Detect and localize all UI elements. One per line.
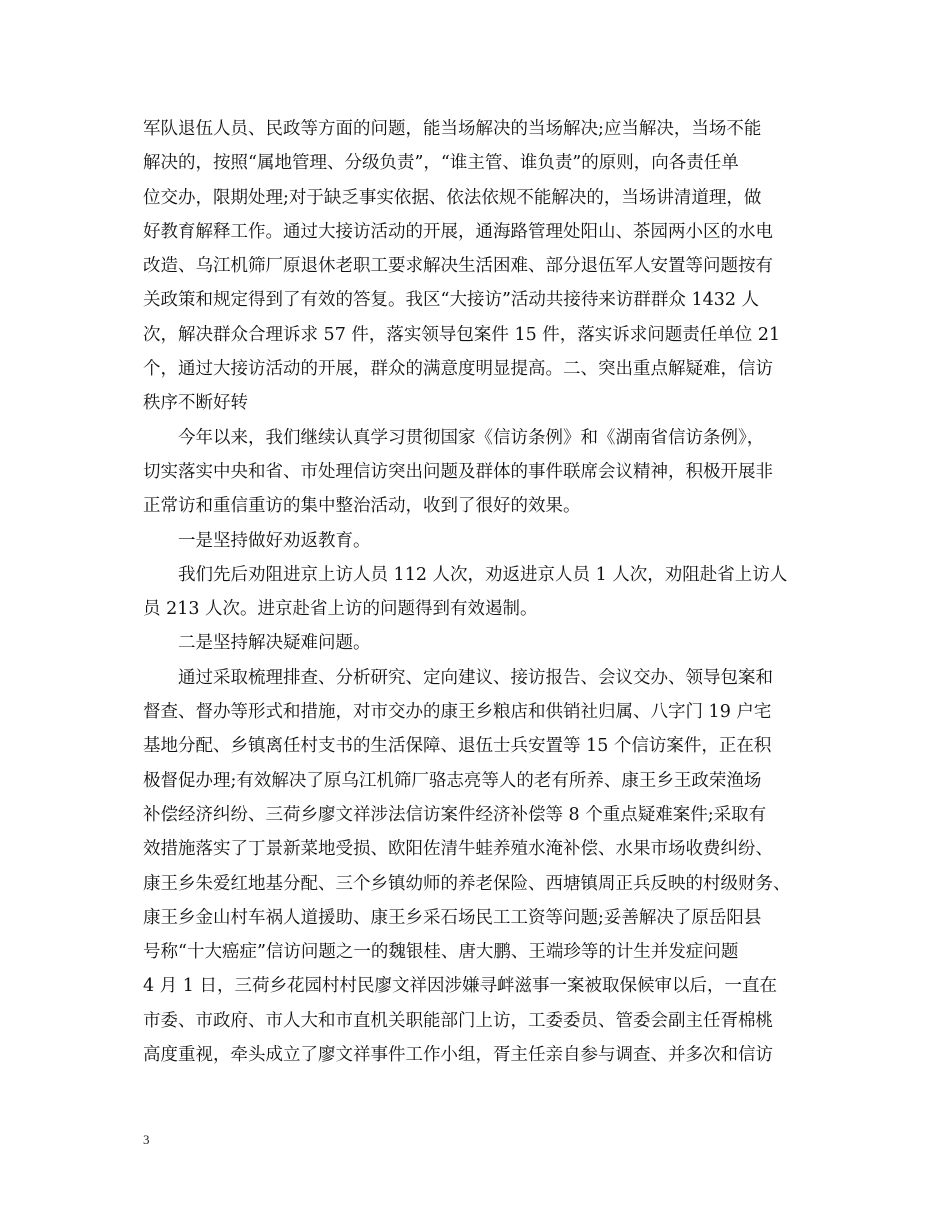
text-line: 补偿经济纠纷、三荷乡廖文祥涉法信访案件经济补偿等 8 个重点疑难案件;采取有 [143,804,767,825]
text-line: 好教育解释工作。通过大接访活动的开展，通海路管理处阳山、茶园两小区的水电 [143,221,773,242]
paragraph-first-line: 我们先后劝阻进京上访人员 112 人次，劝返进京人员 1 人次，劝阻赴省上访人 [178,564,788,585]
text-line: 次，解决群众合理诉求 57 件，落实领导包案件 15 件，落实诉求问题责任单位 21 [143,324,781,345]
text-line: 关政策和规定得到了有效的答复。我区“大接访”活动共接待来访群群众 1432 人 [143,290,760,311]
body-text [143,112,823,1072]
text-line: 基地分配、乡镇离任村支书的生活保障、退伍士兵安置等 15 个信访案件，正在积 [143,736,772,757]
text-line: 切实落实中央和省、市处理信访突出问题及群体的事件联席会议精神，积极开展非 [143,461,773,482]
text-line: 高度重视，牵头成立了廖文祥事件工作小组，胥主任亲自参与调查、并多次和信访 [143,1045,773,1066]
text-line: 市委、市政府、市人大和市直机关职能部门上访，工委委员、管委会副主任胥棉桃 [143,1010,773,1031]
text-line: 号称“十大癌症”信访问题之一的魏银桂、唐大鹏、王端珍等的计生并发症问题 [143,942,739,963]
text-line: 解决的，按照“属地管理、分级负责”，“谁主管、谁负责”的原则，向各责任单 [143,153,739,174]
text-line: 康王乡朱爱红地基分配、三个乡镇幼师的养老保险、西塘镇周正兵反映的村级财务、 [143,873,791,894]
text-line: 个，通过大接访活动的开展，群众的满意度明显提高。二、突出重点解疑难，信访 [143,359,773,380]
text-line: 效措施落实了丁景新菜地受损、欧阳佐清牛蛙养殖水淹补偿、水果市场收费纠纷、 [143,839,773,860]
paragraph-heading: 二是坚持解决疑难问题。 [178,633,371,654]
text-line: 军队退伍人员、民政等方面的问题，能当场解决的当场解决;应当解决，当场不能 [143,119,762,139]
paragraph-first-line: 通过采取梳理排查、分析研究、定向建议、接访报告、会议交办、领导包案和 [178,667,773,688]
text-line: 康王乡金山村车祸人道援助、康王乡采石场民工工资等问题;妥善解决了原岳阳县 [143,907,762,928]
page-number: 3 [143,1132,150,1147]
text-line: 秩序不断好转 [143,393,248,414]
paragraph-first-line: 今年以来，我们继续认真学习贯彻国家《信访条例》和《湖南省信访条例》， [178,427,765,448]
text-line: 改造、乌江机筛厂原退休老职工要求解决生活困难、部分退伍军人安置等问题按有 [143,256,773,277]
text-line: 极督促办理;有效解决了原乌江机筛厂骆志亮等人的老有所养、康王乡王政荣渔场 [143,770,762,791]
paragraph-heading: 一是坚持做好劝返教育。 [178,530,371,551]
text-line: 正常访和重信重访的集中整治活动，收到了很好的效果。 [143,496,581,517]
text-line: 位交办，限期处理;对于缺乏事实依据、依法依规不能解决的，当场讲清道理，做 [143,187,762,208]
text-line: 督查、督办等形式和措施，对市交办的康王乡粮店和供销社归属、八字门 19 户宅 [143,702,772,723]
text-line: 4 月 1 日，三荷乡花园村村民廖文祥因涉嫌寻衅滋事一案被取保候审以后，一直在 [143,976,777,997]
text-line: 员 213 人次。进京赴省上访的问题得到有效遏制。 [143,599,538,620]
